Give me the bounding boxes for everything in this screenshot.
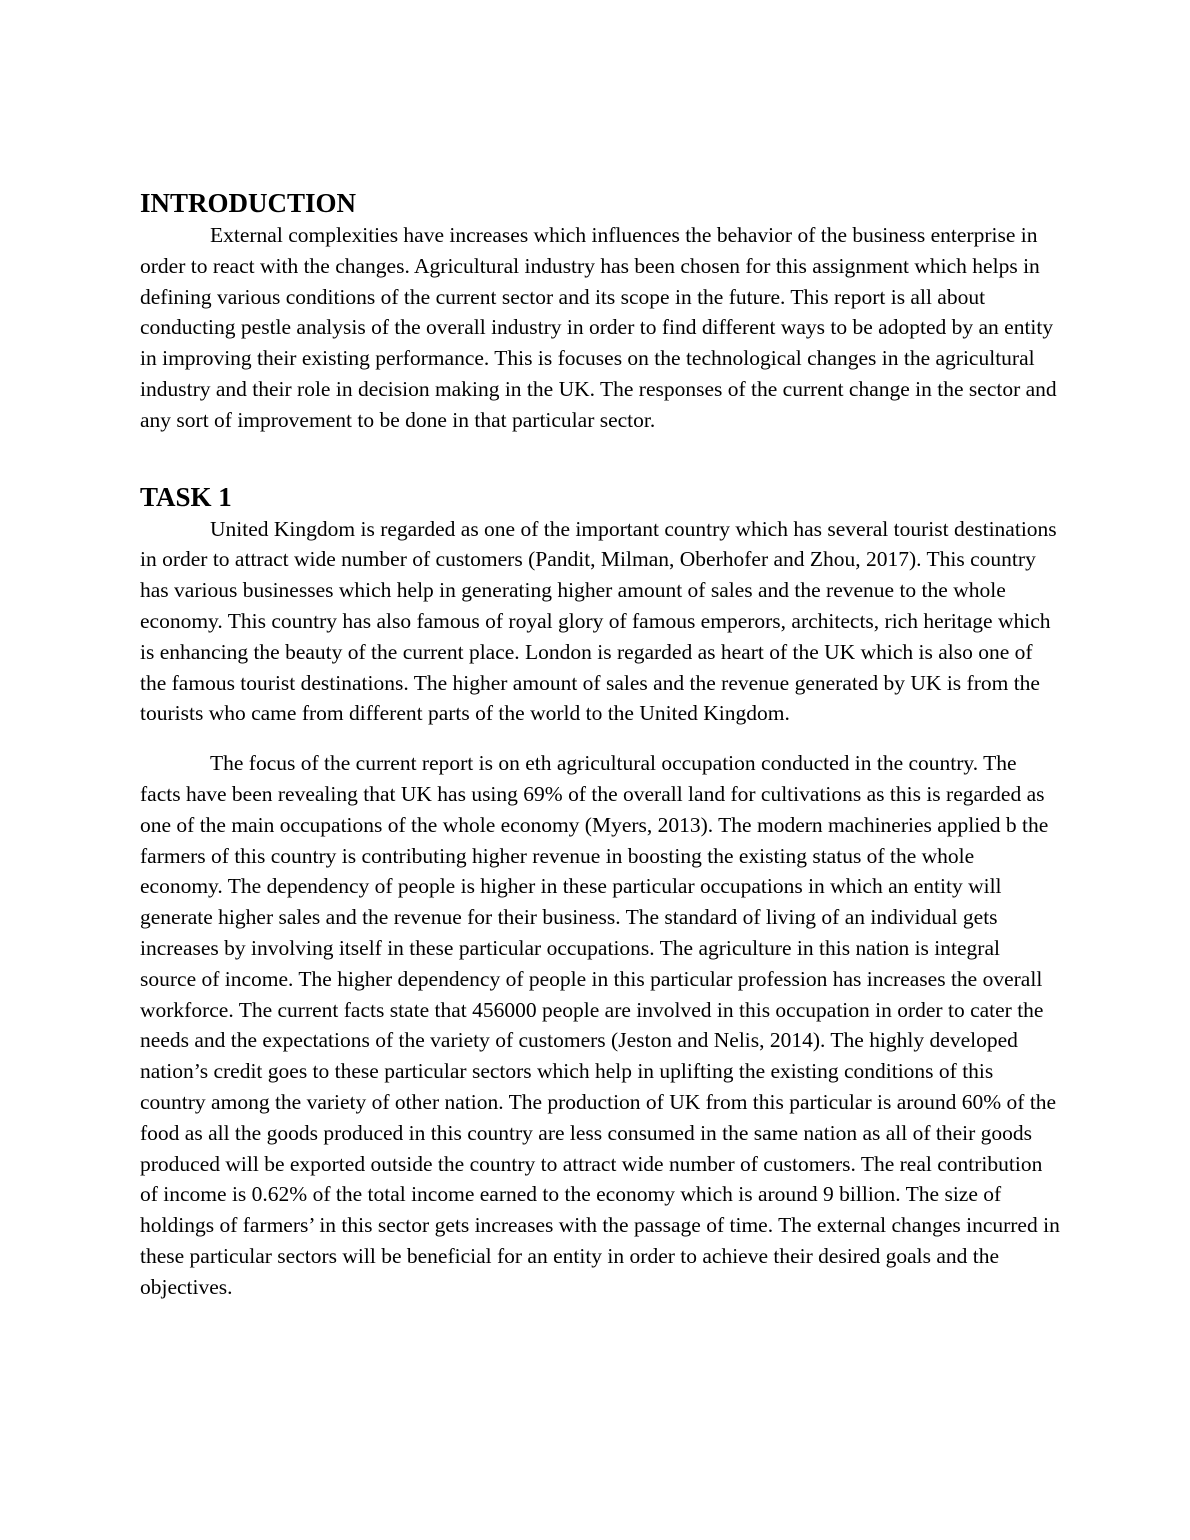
section-spacer [140, 436, 1060, 480]
task-1-paragraph-1: United Kingdom is regarded as one of the important country which has several tourist destinations in order to attract wide number of customers (Pandit, Milman, Oberhofer and Zhou, 2017). This country has various businesses which help in generating higher amount of sales and the revenue to the whole economy. This country has also famous of royal glory of famous emperors, architects, rich heritage which is enhancing the beauty of the current place. London is regarded as heart of the UK which is also one of the famous tourist destinations. The higher amount of sales and the revenue generated by UK is from the tourists who came from different parts of the world to the United Kingdom. [140, 516, 1057, 726]
task-1-paragraph-2: The focus of the current report is on eth agricultural occupation conducted in the country. The facts have been revealing that UK has using 69% of the overall land for cultivations as this is regarded as one of the main occupations of the whole economy (Myers, 2013). The modern machineries applied b the farmers of this country is contributing higher revenue in boosting the existing status of the whole economy. The dependency of people is higher in these particular occupations in which an entity will generate higher sales and the revenue for their business. The standard of living of an individual gets increases by involving itself in these particular occupations. The agriculture in this nation is integral source of income. The higher dependency of people in this particular profession has increases the overall workforce. The current facts state that 456000 people are involved in this occupation in order to cater the needs and the expectations of the variety of customers (Jeston and Nelis, 2014). The highly developed nation’s credit goes to these particular sectors which help in uplifting the existing conditions of this country among the variety of other nation. The production of UK from this particular is around 60% of the food as all the goods produced in this country are less consumed in the same nation as all of their goods produced will be exported outside the country to attract wide number of customers. The real contribution of income is 0.62% of the total income earned to the economy which is around 9 billion. The size of holdings of farmers’ in this sector gets increases with the passage of time. The external changes incurred in these particular sectors will be beneficial for an entity in order to achieve their desired goals and the objectives. [140, 751, 1060, 1299]
introduction-paragraph: External complexities have increases which influences the behavior of the business enterprise in order to react with the changes. Agricultural industry has been chosen for this assignment which helps in defining various conditions of the current sector and its scope in the future. This report is all about conducting pestle analysis of the overall industry in order to find different ways to be adopted by an entity in improving their existing performance. This is focuses on the technological changes in the agricultural industry and their role in decision making in the UK. The responses of the current change in the sector and any sort of improvement to be done in that particular sector. [140, 223, 1057, 432]
section-heading-task-1: TASK 1 [140, 481, 232, 512]
document-page [140, 186, 1060, 1303]
section-task-1 [140, 480, 1060, 1303]
section-introduction [140, 186, 1060, 436]
paragraph-spacer [140, 729, 1060, 748]
section-heading-introduction: INTRODUCTION [140, 188, 357, 218]
